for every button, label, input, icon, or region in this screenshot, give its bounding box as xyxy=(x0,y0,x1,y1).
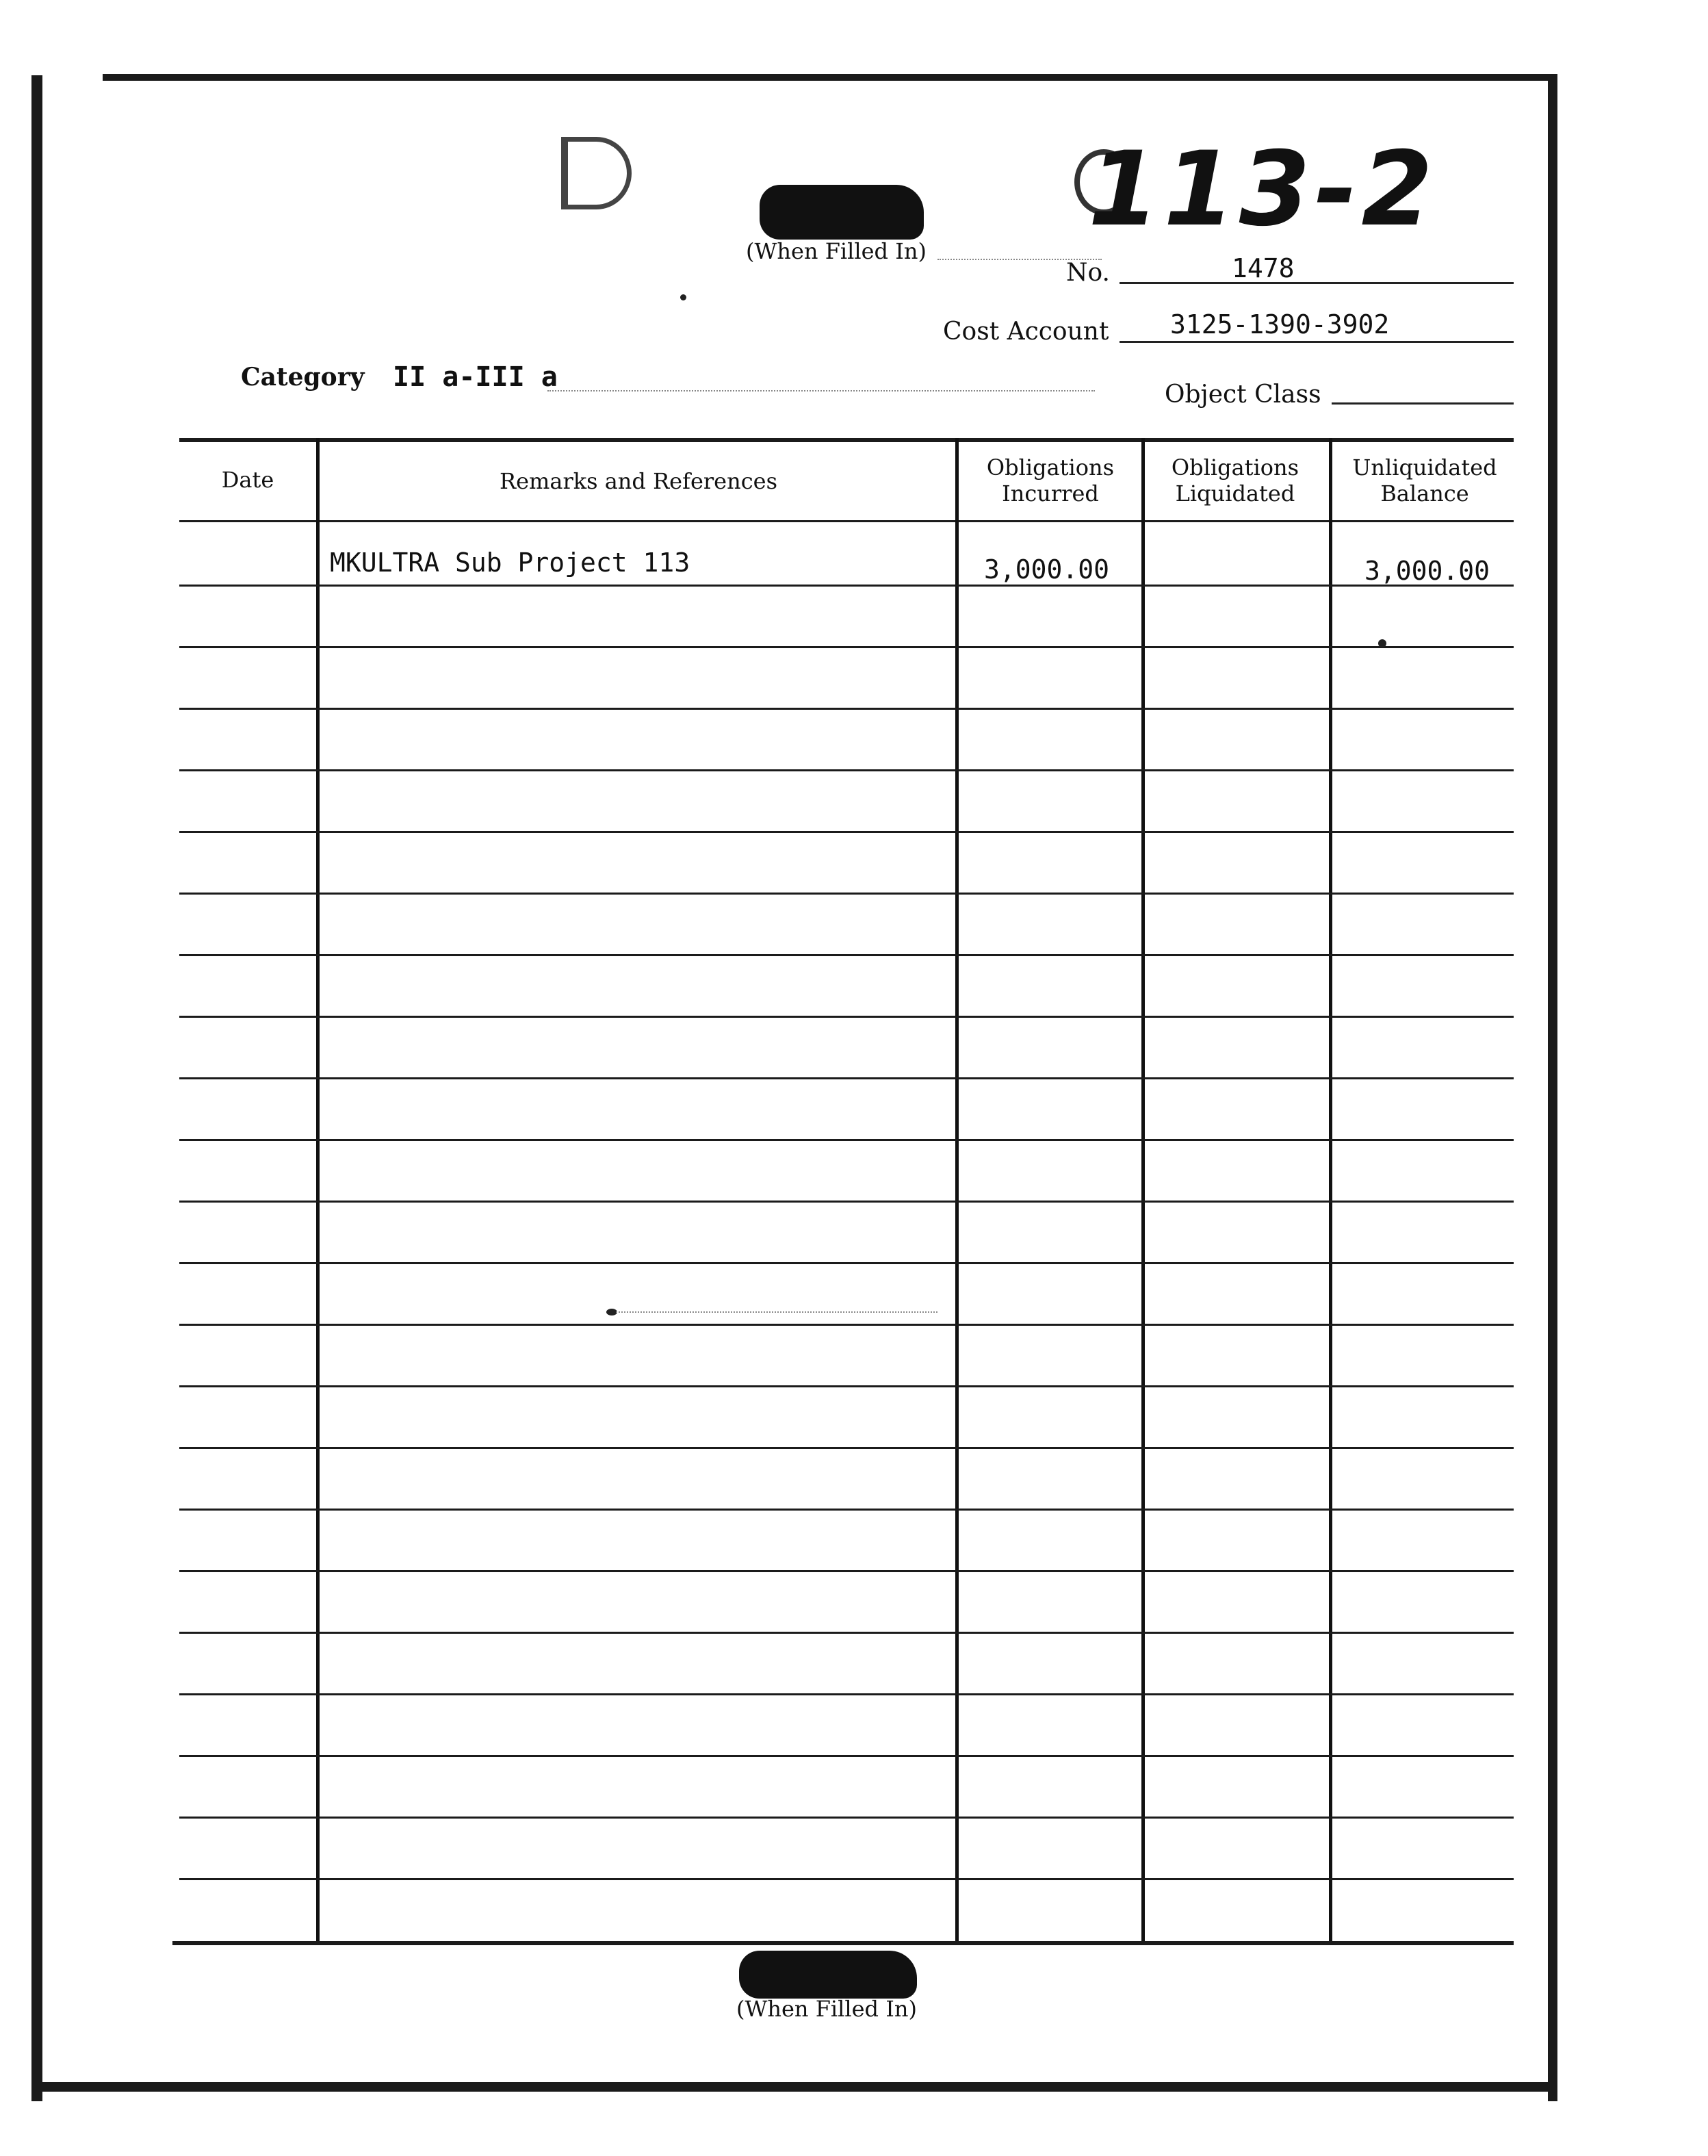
header-obligations-incurred: Obligations Incurred xyxy=(986,454,1115,506)
table-row-line xyxy=(179,1324,1514,1326)
handwritten-number: 113-2 xyxy=(1088,130,1437,249)
table-row-line xyxy=(179,1570,1514,1572)
table-row-line xyxy=(179,646,1514,648)
header-obligations-liquidated: Obligations Liquidated xyxy=(1171,454,1299,506)
table-top-border xyxy=(179,438,1514,442)
no-value: 1478 xyxy=(1232,253,1295,283)
header-bottom-border xyxy=(179,520,1514,522)
scan-edge-right xyxy=(1548,75,1557,2101)
table-row-line xyxy=(179,1878,1514,1880)
stamp-mark xyxy=(561,137,632,209)
table-row-line xyxy=(179,1509,1514,1511)
table-row-line xyxy=(179,1755,1514,1757)
table-row-line xyxy=(179,1201,1514,1203)
table-row-line xyxy=(179,1693,1514,1695)
scan-streak xyxy=(616,1311,937,1313)
table-row-line xyxy=(179,769,1514,771)
scan-speck xyxy=(1378,639,1386,647)
table-row-line xyxy=(179,1817,1514,1819)
header-remarks: Remarks and References xyxy=(499,468,777,494)
cost-account-underline xyxy=(1120,341,1514,343)
cost-account-value: 3125-1390-3902 xyxy=(1170,309,1390,339)
column-divider-remarks xyxy=(955,438,959,1944)
redaction-bottom xyxy=(739,1951,917,1999)
no-label: No. xyxy=(1066,259,1110,287)
scan-edge-top xyxy=(103,74,1557,81)
cost-account-label: Cost Account xyxy=(943,318,1109,346)
table-row-line xyxy=(179,954,1514,956)
column-divider-date xyxy=(316,438,320,1944)
scan-edge-bottom xyxy=(31,2082,1557,2092)
table-row-line xyxy=(179,1262,1514,1264)
table-row-line xyxy=(179,1385,1514,1387)
object-class-label: Object Class xyxy=(1165,381,1321,409)
redaction-top xyxy=(760,185,924,240)
category-underline xyxy=(547,390,1095,392)
row-1-obligations-incurred: 3,000.00 xyxy=(984,554,1110,585)
classification-note-top: (When Filled In) xyxy=(746,238,927,264)
classification-note-bottom: (When Filled In) xyxy=(736,1996,917,2022)
header-unliquidated-balance: Unliquidated Balance xyxy=(1352,454,1497,506)
table-row-line xyxy=(179,1077,1514,1079)
column-divider-incurred xyxy=(1141,438,1145,1944)
table-row-line xyxy=(179,1139,1514,1141)
table-row-line xyxy=(179,1632,1514,1634)
table-row-line xyxy=(179,1447,1514,1449)
table-row-line xyxy=(179,708,1514,710)
row-1-unliquidated-balance: 3,000.00 xyxy=(1364,556,1490,586)
table-row-line xyxy=(179,585,1514,587)
header-date: Date xyxy=(221,467,274,493)
table-row-line xyxy=(179,893,1514,895)
no-underline xyxy=(1120,282,1514,284)
row-1-remarks: MKULTRA Sub Project 113 xyxy=(330,548,690,578)
column-divider-liquidated xyxy=(1329,438,1332,1944)
table-row-line xyxy=(179,1016,1514,1018)
table-bottom-border xyxy=(172,1941,1514,1945)
scan-speck xyxy=(680,294,686,300)
scan-edge-left xyxy=(31,75,42,2101)
object-class-underline xyxy=(1332,402,1514,405)
category-value: II a-III a xyxy=(393,361,558,393)
category-label: Category xyxy=(241,363,365,392)
table-row-line xyxy=(179,831,1514,833)
